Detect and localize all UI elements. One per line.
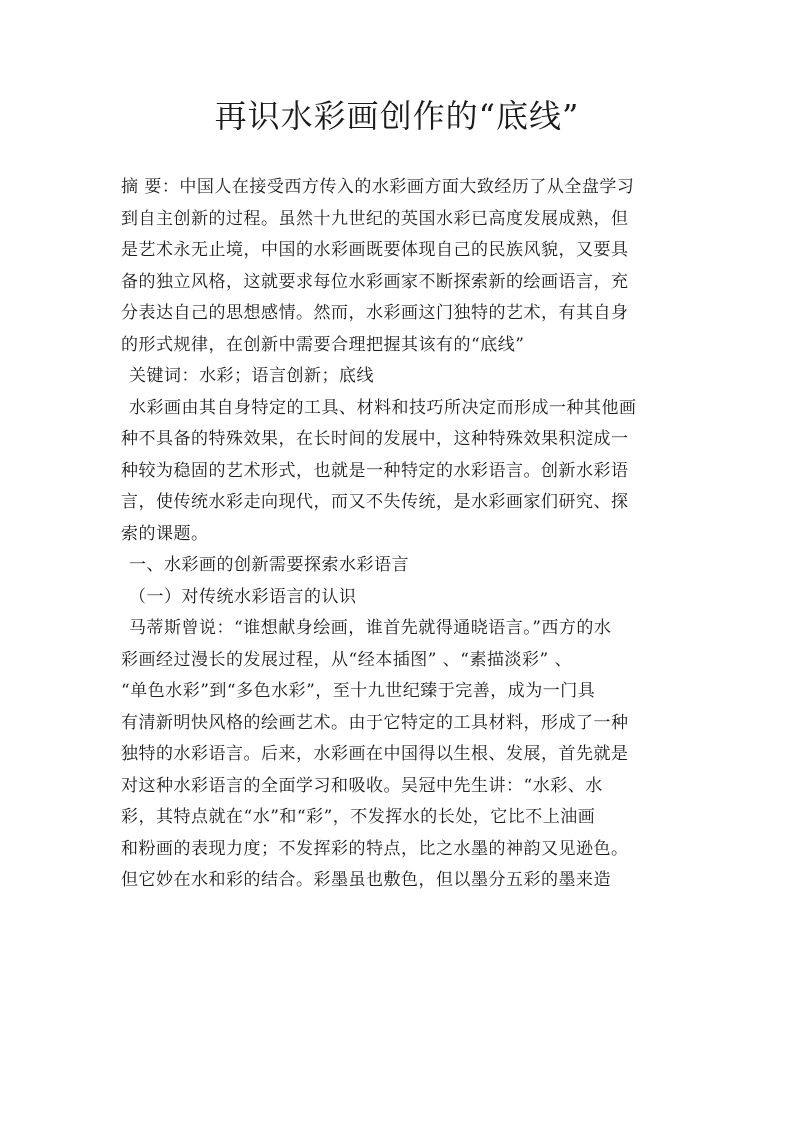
paragraph-1-line-3: 种较为稳固的艺术形式，也就是一种特定的水彩语言。创新水彩语 (121, 460, 629, 481)
paragraph-2-line-5: 独特的水彩语言。后来，水彩画在中国得以生根、发展，首先就是 (121, 744, 629, 764)
abstract-line-6: 的形式规律，在创新中需要合理把握其该有的“底线” (121, 334, 525, 355)
keywords-line: 关键词：水彩；语言创新；底线 (129, 366, 374, 386)
paragraph-2-line-8: 和粉画的表现力度；不发挥彩的特点，比之水墨的神韵又见逊色。 (121, 838, 629, 859)
paragraph-2-line-9: 但它妙在水和彩的结合。彩墨虽也敷色，但以墨分五彩的墨来造 (121, 870, 611, 890)
abstract-line-3: 是艺术永无止境，中国的水彩画既要体现自己的民族风貌，又要具 (121, 240, 629, 260)
document-body (121, 172, 673, 897)
abstract-line-4: 备的独立风格，这就要求每位水彩画家不断探索新的绘画语言，充 (121, 271, 629, 292)
paragraph-1-line-4: 言，使传统水彩走向现代，而又不失传统，是水彩画家们研究、探 (121, 492, 629, 512)
subsection-heading-1: （一）对传统水彩语言的认识 (129, 586, 357, 607)
document-title: 再识水彩画创作的“底线” (214, 97, 580, 135)
paragraph-2-line-3: “单色水彩”到“多色水彩”，至十九世纪臻于完善，成为一门具 (121, 681, 596, 701)
paragraph-2-line-2: 彩画经过漫长的发展过程，从“经本插图” 、“素描淡彩” 、 (121, 649, 573, 670)
paragraph-2-line-6: 对这种水彩语言的全面学习和吸收。吴冠中先生讲：“水彩、水 (121, 775, 603, 796)
paragraph-1-line-5: 索的课题。 (121, 523, 209, 544)
paragraph-1-line-2: 种不具备的特殊效果，在长时间的发展中，这种特殊效果积淀成一 (121, 429, 629, 449)
paragraph-2-line-1: 马蒂斯曾说：“谁想献身绘画，谁首先就得通晓语言。”西方的水 (129, 618, 612, 638)
section-heading-1: 一、水彩画的创新需要探索水彩语言 (129, 555, 409, 575)
paragraph-2-line-4: 有清新明快风格的绘画艺术。由于它特定的工具材料，形成了一种 (121, 712, 629, 733)
paragraph-2-line-7: 彩，其特点就在“水”和“彩”，不发挥水的长处，它比不上油画 (121, 807, 596, 827)
abstract-line-1: 摘 要：中国人在接受西方传入的水彩画方面大致经历了从全盘学习 (121, 177, 635, 197)
abstract-line-5: 分表达自己的思想感情。然而，水彩画这门独特的艺术，有其自身 (121, 303, 629, 323)
paragraph-1-line-1: 水彩画由其自身特定的工具、材料和技巧所决定而形成一种其他画 (129, 397, 637, 418)
abstract-line-2: 到自主创新的过程。虽然十九世纪的英国水彩已高度发展成熟，但 (121, 208, 629, 229)
